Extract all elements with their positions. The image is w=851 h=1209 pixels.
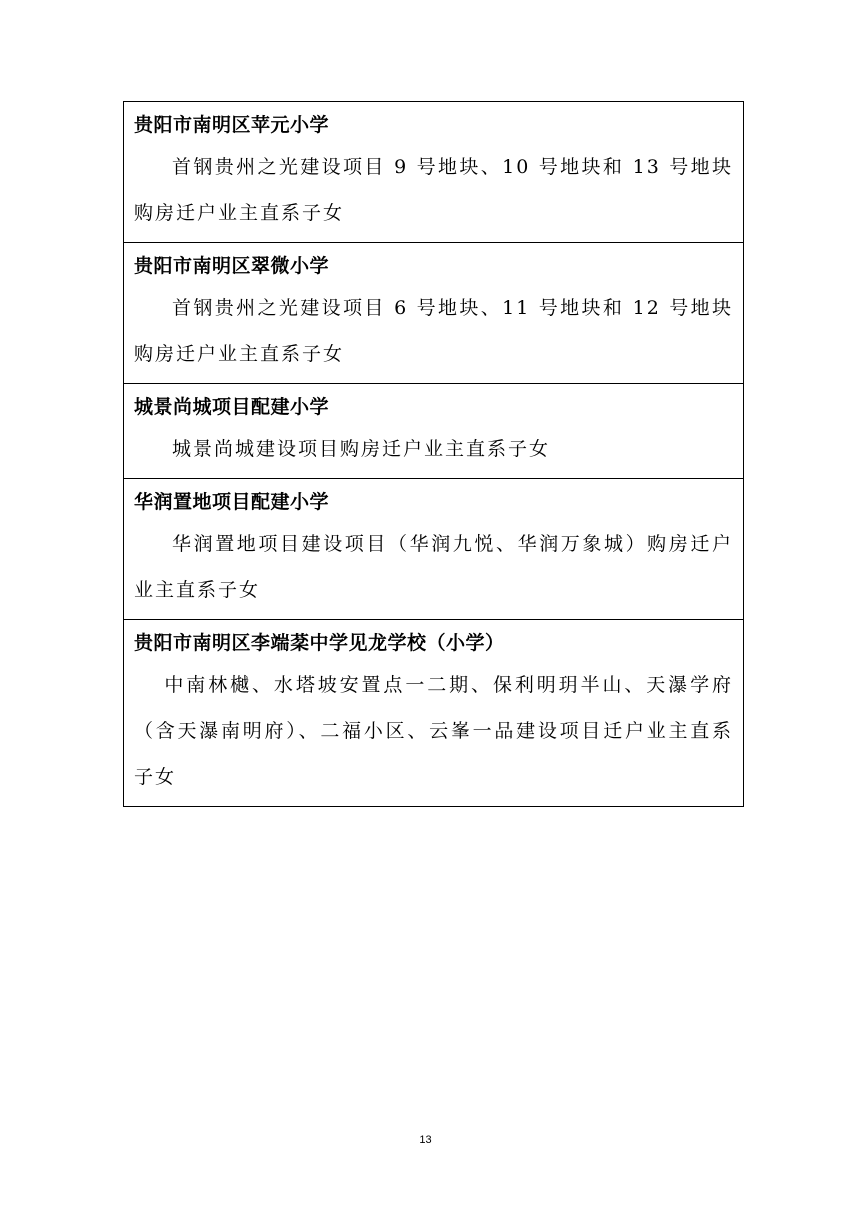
table-row [124, 102, 743, 242]
school-name: 贵阳市南明区李端棻中学见龙学校（小学） [134, 632, 505, 654]
zone-description: 华润置地项目建设项目（华润九悦、华润万象城）购房迁户业主直系子女 [134, 533, 733, 601]
school-name: 城景尚城项目配建小学 [134, 396, 330, 418]
table-row [124, 383, 743, 478]
table-row [124, 242, 743, 383]
zone-description: 首钢贵州之光建设项目 6 号地块、11 号地块和 12 号地块购房迁户业主直系子女 [134, 297, 733, 365]
enrollment-zone-table [123, 101, 744, 807]
zone-description: 首钢贵州之光建设项目 9 号地块、10 号地块和 13 号地块购房迁户业主直系子女 [134, 156, 733, 224]
school-name: 贵阳市南明区翠微小学 [134, 255, 330, 277]
zone-description: 中南林樾、水塔坡安置点一二期、保利明玥半山、天瀑学府（含天瀑南明府）、二福小区、云峯一品建设项目迁户业主直系子女 [134, 674, 733, 788]
table-row [124, 478, 743, 619]
school-name: 华润置地项目配建小学 [134, 491, 330, 513]
table-row [124, 619, 743, 806]
school-name: 贵阳市南明区苹元小学 [134, 114, 330, 136]
zone-description: 城景尚城建设项目购房迁户业主直系子女 [172, 438, 551, 460]
page-number: 13 [419, 1134, 432, 1146]
